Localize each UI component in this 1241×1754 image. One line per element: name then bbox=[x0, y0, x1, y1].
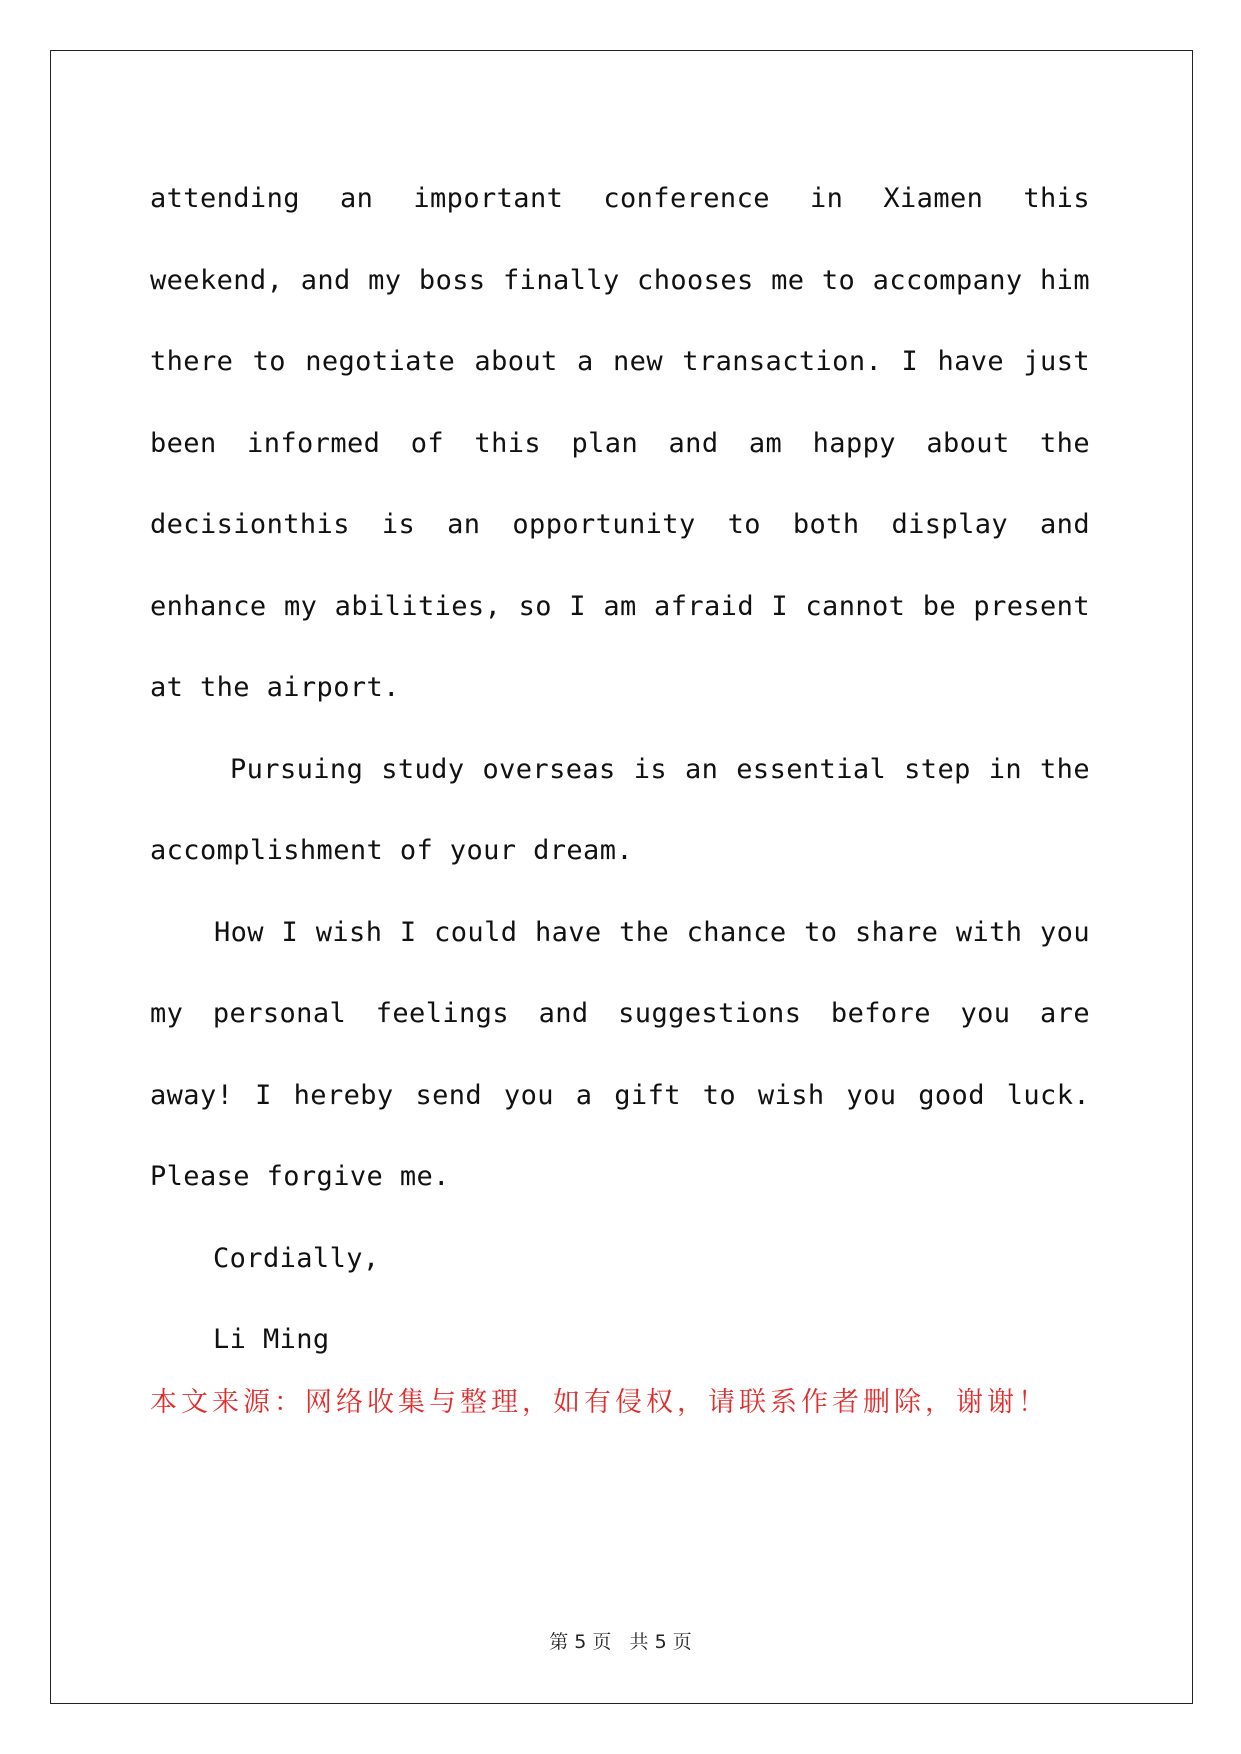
page-footer: 第 5 页 共 5 页 bbox=[549, 1631, 692, 1653]
source-notice: 本文来源：网络收集与整理，如有侵权，请联系作者删除，谢谢！ bbox=[150, 1387, 1049, 1418]
letter-closing: Cordially, bbox=[213, 1242, 380, 1274]
paragraph-3: How I wish I could have the chance to share with you my personal feelings and suggestions before you are away! I hereby send you a gift to wish you good luck. Please forgive me. bbox=[150, 916, 1090, 1192]
paragraph-2: Pursuing study overseas is an essential step in the accomplishment of your dream. bbox=[150, 753, 1090, 866]
paragraph-1: attending an important conference in Xiamen this weekend, and my boss finally chooses me to accompany him there to negotiate about a new transaction. I have just been informed of this plan and am happy about the decisionthis is an opportunity to both display and enhance my abilities, so I am afraid I cannot be present at the airport. bbox=[150, 183, 1090, 703]
letter-body bbox=[150, 158, 1090, 1381]
letter-signature: Li Ming bbox=[213, 1324, 330, 1355]
